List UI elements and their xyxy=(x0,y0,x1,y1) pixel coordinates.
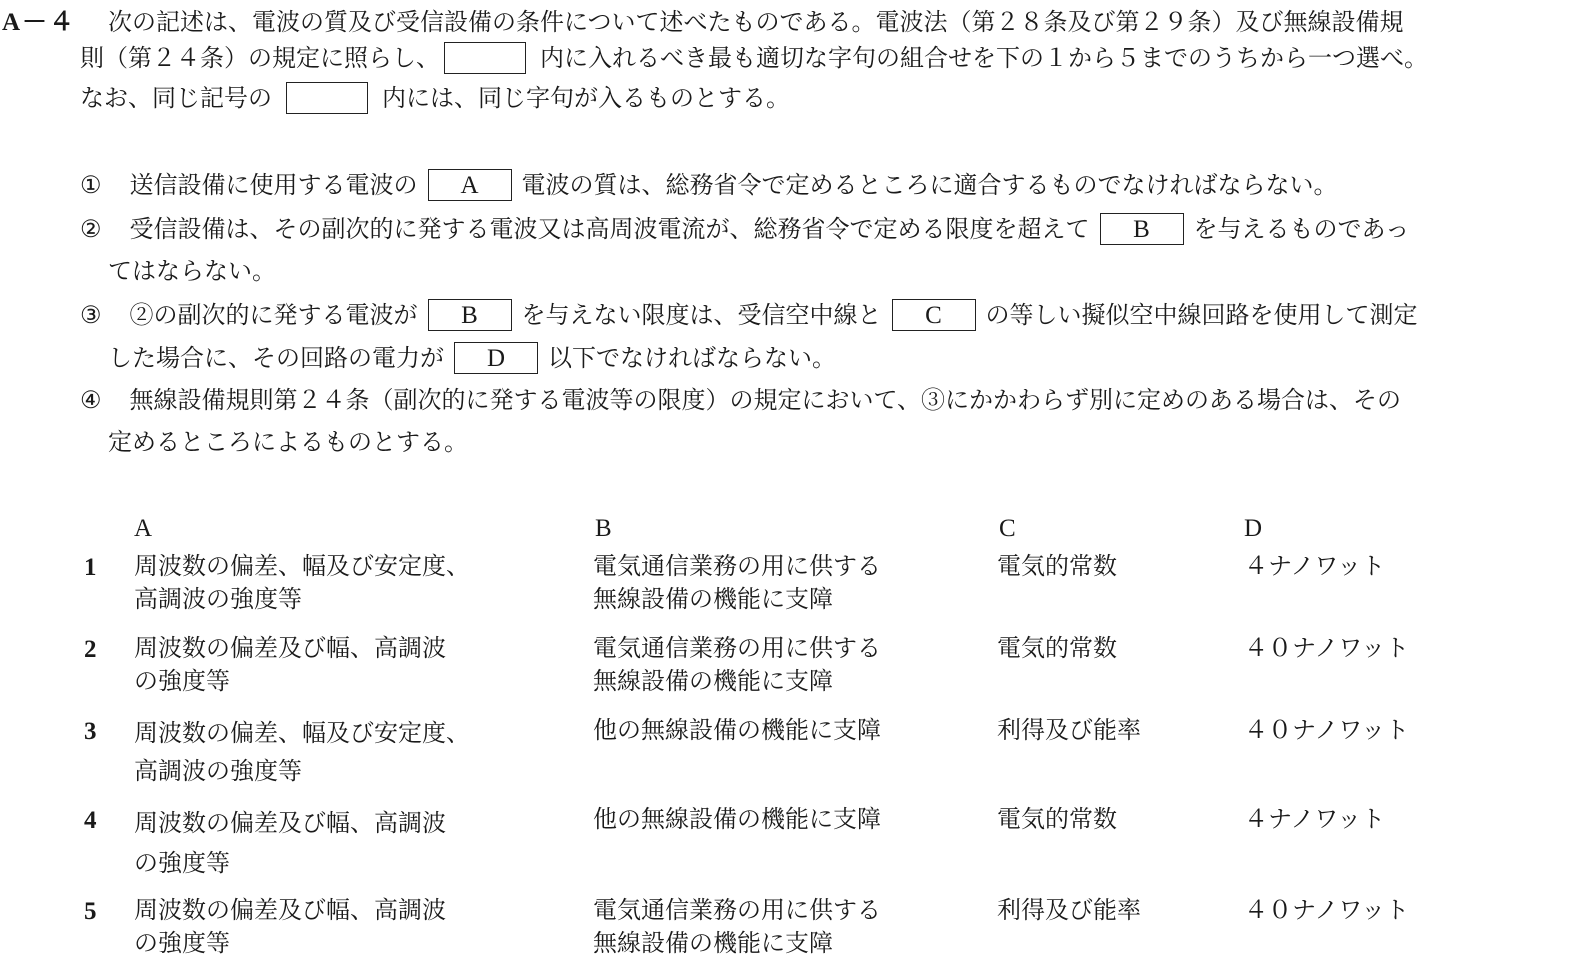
statement-text: 送信設備に使用する電波の xyxy=(129,171,418,199)
statement-marker: ② xyxy=(80,215,102,243)
statement-3-line2 xyxy=(108,342,836,374)
question-intro-line3 xyxy=(80,82,790,114)
statement-text: ②の副次的に発する電波が xyxy=(129,301,418,329)
intro-line2-post: 内に入れるべき最も適切な字句の組合せを下の１から５までのうちから一つ選べ。 xyxy=(540,44,1428,72)
choice-4-c: 電気的常数 xyxy=(997,805,1117,833)
choice-1-c: 電気的常数 xyxy=(997,552,1117,580)
statement-text: した場合に、その回路の電力が xyxy=(108,344,444,372)
statement-3 xyxy=(80,299,1418,331)
statement-text: 無線設備規則第２４条（副次的に発する電波等の限度）の規定において、③にかかわらず別に定めのある場合は、その xyxy=(129,386,1402,414)
choice-2-d: ４０ナノワット xyxy=(1244,634,1410,662)
cell-text: 電気通信業務の用に供する xyxy=(593,634,881,662)
choice-number-3: 3 xyxy=(84,718,97,745)
choice-5-d: ４０ナノワット xyxy=(1244,896,1410,924)
statement-marker: ① xyxy=(80,171,102,199)
statement-text: を与えない限度は、受信空中線と xyxy=(521,301,882,329)
cell-text: 無線設備の機能に支障 xyxy=(593,585,833,613)
blank-b: B xyxy=(1100,213,1184,245)
choice-3-c: 利得及び能率 xyxy=(997,716,1141,744)
cell-text: 無線設備の機能に支障 xyxy=(593,929,833,957)
choice-3-d: ４０ナノワット xyxy=(1244,716,1410,744)
cell-text: 電気通信業務の用に供する xyxy=(593,552,881,580)
column-header-b: B xyxy=(595,515,612,542)
statement-2 xyxy=(80,213,1409,245)
choice-1-a xyxy=(134,550,470,616)
intro-line2-pre: 則（第２４条）の規定に照らし、 xyxy=(80,44,440,72)
cell-text: の強度等 xyxy=(134,849,230,877)
blank-d: D xyxy=(454,342,538,374)
statement-1 xyxy=(80,169,1338,201)
choice-number-5: 5 xyxy=(84,898,97,925)
statement-text: 電波の質は、総務省令で定めるところに適合するものでなければならない。 xyxy=(521,171,1338,199)
statement-2-line2: てはならない。 xyxy=(108,257,276,285)
cell-text: 高調波の強度等 xyxy=(134,757,302,785)
cell-text: 周波数の偏差及び幅、高調波 xyxy=(134,634,446,662)
choice-5-c: 利得及び能率 xyxy=(997,896,1141,924)
cell-text: 周波数の偏差及び幅、高調波 xyxy=(134,896,446,924)
statement-text: 以下でなければならない。 xyxy=(548,344,836,372)
choice-4-b: 他の無線設備の機能に支障 xyxy=(593,805,881,833)
choice-5-b xyxy=(593,894,881,960)
blank-box-example xyxy=(444,42,526,74)
statement-4 xyxy=(80,388,1401,412)
choice-number-4: 4 xyxy=(84,807,97,834)
blank-c: C xyxy=(892,299,976,331)
choice-3-a xyxy=(134,714,470,790)
intro-line3-pre: なお、同じ記号の xyxy=(80,84,272,112)
statement-text: を与えるものであっ xyxy=(1193,215,1410,243)
choice-1-d: ４ナノワット xyxy=(1244,552,1386,580)
choice-3-b: 他の無線設備の機能に支障 xyxy=(593,716,881,744)
choice-number-2: 2 xyxy=(84,636,97,663)
choice-number-1: 1 xyxy=(84,554,97,581)
cell-text: 無線設備の機能に支障 xyxy=(593,667,833,695)
statement-text: の等しい擬似空中線回路を使用して測定 xyxy=(985,301,1418,329)
statement-marker: ③ xyxy=(80,301,102,329)
column-header-d: D xyxy=(1244,515,1263,542)
choice-1-b xyxy=(593,550,881,616)
choice-2-b xyxy=(593,632,881,698)
statement-marker: ④ xyxy=(80,386,102,414)
column-header-c: C xyxy=(999,515,1016,542)
question-number: A－４ xyxy=(2,9,77,36)
question-intro-line1: 次の記述は、電波の質及び受信設備の条件について述べたものである。電波法（第２８条及び第２９条）及び無線設備規 xyxy=(108,8,1404,36)
cell-text: の強度等 xyxy=(134,667,230,695)
choice-4-a xyxy=(134,803,446,883)
cell-text: 周波数の偏差及び幅、高調波 xyxy=(134,809,446,837)
cell-text: 周波数の偏差、幅及び安定度、 xyxy=(134,552,470,580)
choice-4-d: ４ナノワット xyxy=(1244,805,1386,833)
cell-text: 電気通信業務の用に供する xyxy=(593,896,881,924)
cell-text: 周波数の偏差、幅及び安定度、 xyxy=(134,719,470,747)
blank-box-example xyxy=(286,82,368,114)
statement-text: 受信設備は、その副次的に発する電波又は高周波電流が、総務省令で定める限度を超えて xyxy=(129,215,1090,243)
choice-2-a xyxy=(134,632,446,698)
choice-5-a xyxy=(134,894,446,960)
choice-2-c: 電気的常数 xyxy=(997,634,1117,662)
cell-text: 高調波の強度等 xyxy=(134,585,302,613)
intro-line3-post: 内には、同じ字句が入るものとする。 xyxy=(382,84,790,112)
column-header-a: A xyxy=(134,515,153,542)
blank-a: A xyxy=(428,169,512,201)
blank-b: B xyxy=(428,299,512,331)
question-intro-line2 xyxy=(80,42,1428,74)
statement-4-line2: 定めるところによるものとする。 xyxy=(108,428,468,456)
cell-text: の強度等 xyxy=(134,929,230,957)
